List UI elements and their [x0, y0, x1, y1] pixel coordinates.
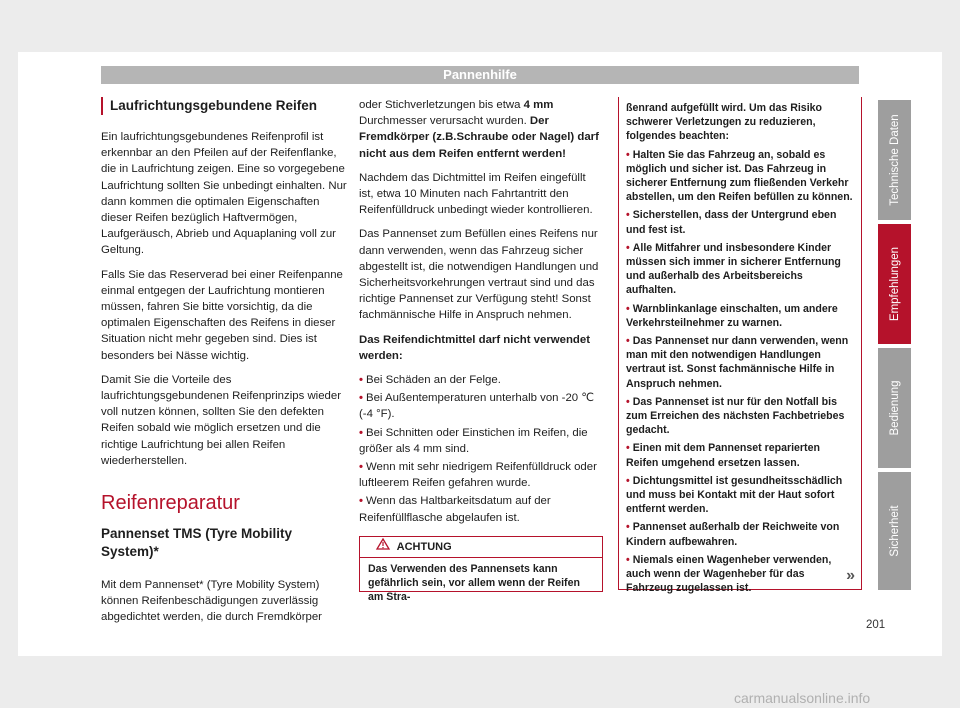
warning-box-continued	[618, 97, 862, 595]
list-item	[359, 493, 603, 525]
bullet-icon: •	[359, 374, 363, 387]
paragraph	[359, 97, 603, 162]
bullet-icon: •	[626, 442, 630, 455]
paragraph: Falls Sie das Reserverad bei einer Reifenpanne einmal entgegen der Laufrichtung montieren müssen, fahren Sie bitte vorsichtig, da die optimalen Eigenschaften des Reifens in dieser Situation nicht mehr gegeben sind. Dies ist besonders bei Nässe wichtig.	[101, 268, 343, 362]
section-title: Reifenreparatur	[101, 492, 240, 515]
list-item	[626, 520, 854, 548]
list-item-text: Dichtungsmittel ist gesundheitsschädlich und muss bei Kontakt mit der Haut sofort entfernt werden.	[626, 474, 843, 516]
list-item-text: Halten Sie das Fahrzeug an, sobald es möglich und sicher ist. Das Fahrzeug in sicherer Entfernung zum fließenden Verkehr abstellen, um den Reifen befüllen zu können.	[626, 148, 853, 204]
bullet-icon: •	[626, 553, 630, 566]
warning-content	[619, 97, 861, 604]
tab-label: Technische Daten	[888, 114, 901, 206]
list-item-text: Niemals einen Wagenheber verwenden, auch wenn der Wagenheber für das Fahrzeug zugelassen ist.	[626, 553, 832, 595]
list-item	[626, 302, 854, 330]
list-item-text: Wenn das Haltbarkeitsdatum auf der Reifenfüllflasche abgelaufen ist.	[359, 495, 551, 524]
page-header-title: Pannenhilfe	[443, 67, 517, 82]
list-item-text: Bei Schnitten oder Einstichen im Reifen, die größer als 4 mm sind.	[359, 426, 588, 455]
list-item-text: Einen mit dem Pannenset reparierten Reifen umgehend ersetzen lassen.	[626, 442, 820, 469]
tab-technische-daten[interactable]	[878, 100, 911, 220]
list-item	[359, 459, 603, 491]
restriction-list	[359, 372, 603, 526]
watermark: carmanualsonline.info	[734, 690, 871, 706]
continue-arrow-icon: »	[846, 567, 855, 584]
list-title: Das Reifendichtmittel darf nicht verwendet werden:	[359, 333, 591, 362]
paragraph: Ein laufrichtungsgebundenes Reifenprofil ist erkennbar an den Pfeilen auf der Reifenflanke, die in Laufrichtung zeigen. Eine so vorgegebene Laufrichtung sollten Sie unbedingt einhalten. Nur dann kommen die optimalen Eigenschaften dieser Reifen bezüglich Haftvermögen, Laufgeräusch, Abrieb und Aquaplaning voll zur Geltung.	[101, 131, 347, 257]
list-item-text: Das Pannenset ist nur für den Notfall bis zum Erreichen des nächsten Fachbetriebes gedacht.	[626, 395, 845, 437]
bullet-icon: •	[626, 302, 630, 315]
bullet-icon: •	[626, 241, 630, 254]
list-item-text: Alle Mitfahrer und insbesondere Kinder müssen sich immer in sicherer Entfernung und außerhalb des Arbeitsbereichs aufhalten.	[626, 241, 841, 297]
text-run: Der Fremdkörper (z.B.Schraube oder Nagel) darf nicht aus dem Reifen entfernt werden!	[359, 115, 599, 160]
tab-label: Sicherheit	[888, 505, 901, 557]
list-item	[626, 474, 854, 517]
bullet-icon: •	[626, 521, 630, 534]
list-item	[359, 372, 603, 388]
warning-header	[360, 537, 602, 558]
bullet-icon: •	[359, 461, 363, 474]
text-run: 4 mm	[523, 99, 554, 111]
list-item-text: Wenn mit sehr niedrigem Reifenfülldruck oder luftleerem Reifen gefahren wurde.	[359, 461, 597, 490]
list-item	[626, 334, 854, 391]
paragraph: Damit Sie die Vorteile des laufrichtungsgebundenen Reifenprinzips wieder voll nutzen können, sollten Sie den defekten Reifen sobald wie möglich ersetzen und die richtige Laufrichtung bei allen Reifen wiederherstellen.	[101, 373, 341, 467]
warning-box	[359, 536, 603, 604]
list-item	[359, 425, 603, 457]
list-item-text: Sicherstellen, dass der Untergrund eben und fest ist.	[626, 209, 837, 236]
bullet-icon: •	[359, 392, 363, 405]
bullet-icon: •	[626, 335, 630, 348]
tab-bedienung[interactable]	[878, 348, 911, 468]
bullet-icon: •	[626, 474, 630, 487]
list-item	[626, 553, 854, 596]
tab-label: Bedienung	[888, 380, 901, 436]
list-item-text: Bei Schäden an der Felge.	[366, 374, 501, 387]
list-item	[626, 441, 854, 469]
bullet-icon: •	[626, 209, 630, 222]
list-item-text: Warnblinkanlage einschalten, um andere Verkehrsteilnehmer zu warnen.	[626, 302, 838, 329]
paragraph: Das Pannenset zum Befüllen eines Reifens nur dann verwenden, wenn das Fahrzeug sicher abgestellt ist, die notwendigen Handlungen und Sicherheitsvorkehrungen vertraut sind und das richtige Pannenset zur Verfügung steht! Sonst fachmännische Hilfe in Anspruch nehmen.	[359, 228, 599, 322]
bullet-icon: •	[626, 395, 630, 408]
warning-text: Das Verwenden des Pannensets kann gefährlich sein, vor allem wenn der Reifen am Stra-	[368, 562, 580, 604]
paragraph: Mit dem Pannenset* (Tyre Mobility System) können Reifenbeschädigungen zuverlässig abgedichtet werden, die durch Fremdkörper	[101, 579, 322, 624]
list-item	[626, 148, 854, 205]
bullet-icon: •	[359, 426, 363, 439]
list-item-text: Bei Außentemperaturen unterhalb von -20 ℃ (-4 °F).	[359, 392, 595, 421]
subheading-laufrichtung: Laufrichtungsgebundene Reifen	[101, 97, 348, 115]
bullet-icon: •	[359, 495, 363, 508]
page-number: 201	[866, 619, 886, 631]
page-header	[101, 66, 859, 84]
list-item-text: Das Pannenset nur dann verwenden, wenn man mit den notwendigen Handlungen vertraut ist. Sonst fachmännische Hilfe in Anspruch nehmen.	[626, 335, 849, 390]
list-item	[359, 390, 603, 422]
list-item-text: Pannenset außerhalb der Reichweite von Kindern aufbewahren.	[626, 521, 840, 548]
warning-label: ACHTUNG	[396, 540, 452, 553]
list-item	[626, 241, 854, 298]
tab-label: Empfehlungen	[888, 246, 901, 322]
column-1	[101, 97, 348, 634]
tab-empfehlungen[interactable]	[878, 224, 911, 344]
warning-triangle-icon	[376, 537, 394, 557]
column-2	[359, 97, 603, 604]
list-item	[626, 395, 854, 438]
bullet-icon: •	[626, 148, 630, 161]
paragraph: Nachdem das Dichtmittel im Reifen eingefüllt ist, etwa 10 Minuten nach Fahrtantritt den Reifenfülldruck unbedingt wieder kontrollieren.	[359, 171, 593, 217]
text-run: Durchmesser verursacht wurden.	[359, 115, 530, 128]
tab-sicherheit[interactable]	[878, 472, 911, 590]
section-subtitle: Pannenset TMS (Tyre Mobility System)*	[101, 526, 293, 560]
warning-intro: ßenrand aufgefüllt wird. Um das Risiko schwerer Verletzungen zu reduzieren, folgendes beachten:	[626, 102, 823, 143]
list-item	[626, 208, 854, 236]
text-run: oder Stichverletzungen bis etwa	[359, 99, 524, 111]
